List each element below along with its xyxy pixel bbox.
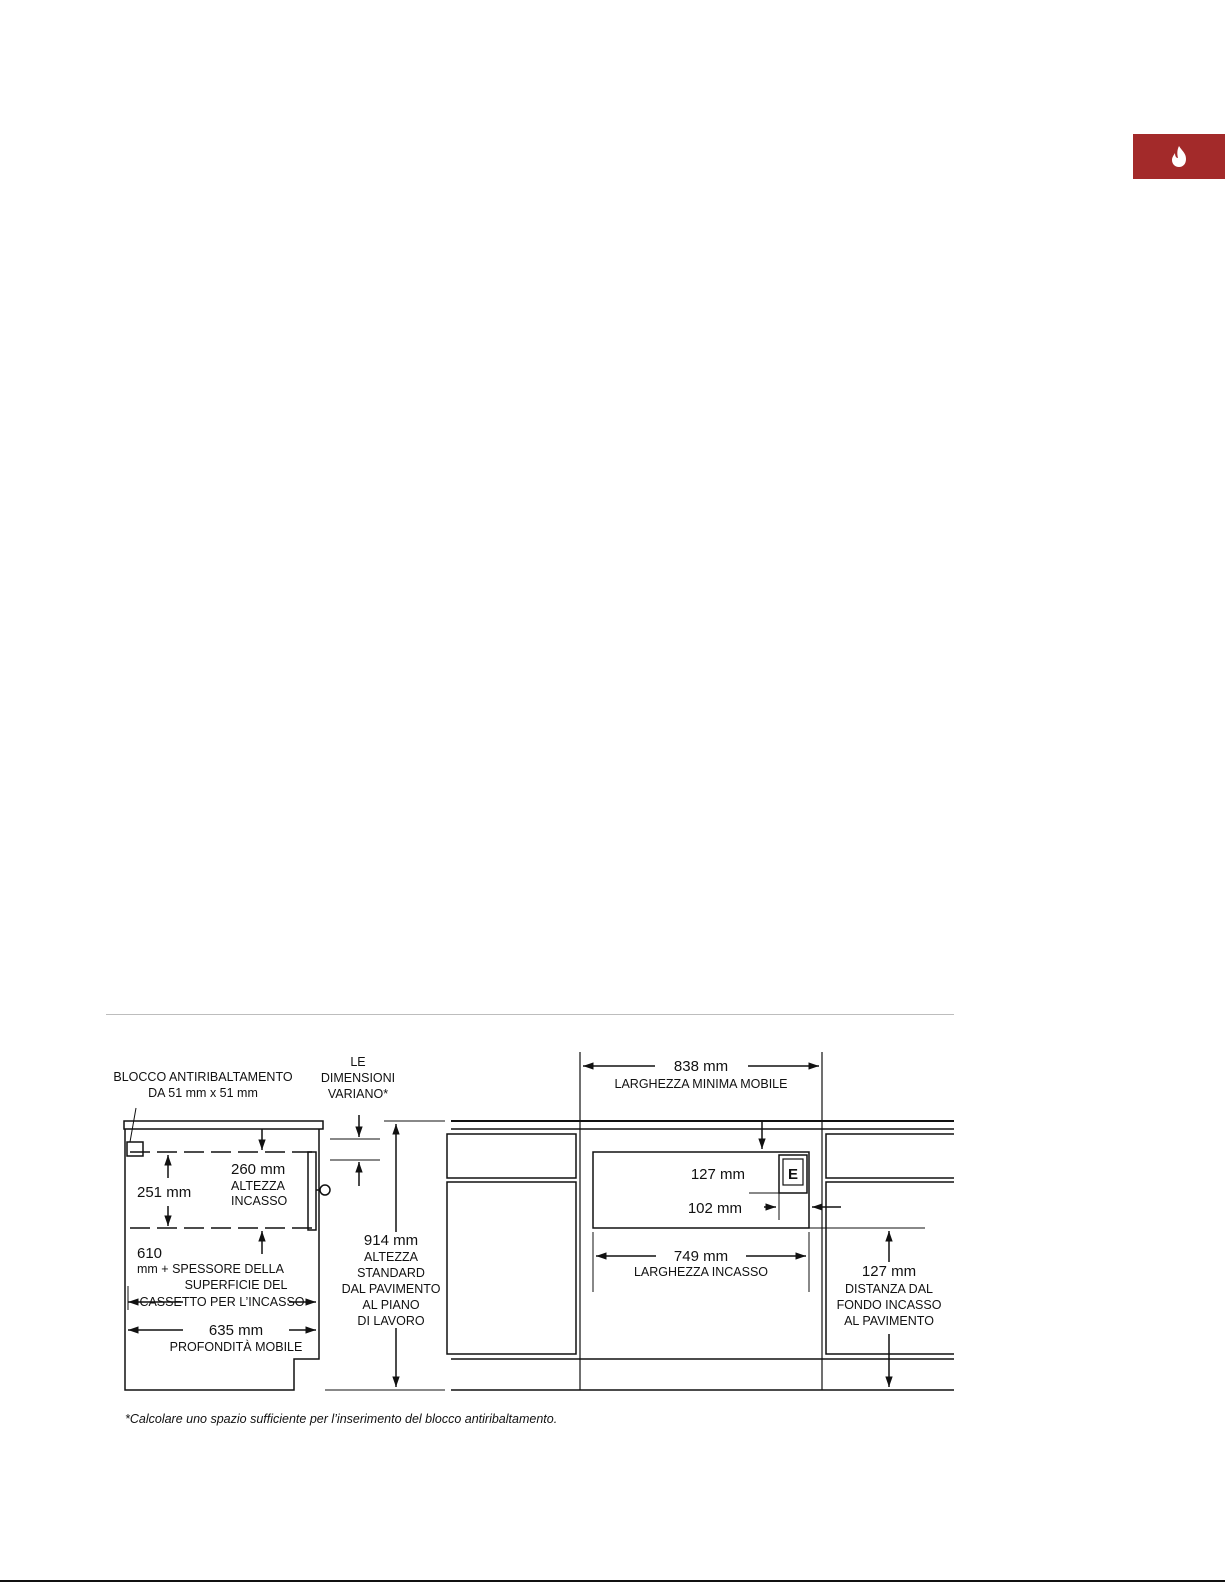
standard-height-label-3: DAL PAVIMENTO [341,1282,441,1296]
standard-height-label-4: AL PIANO [362,1298,420,1312]
standard-height-label-5: DI LAVORO [357,1314,425,1328]
anti-tip-label-2: DA 51 mm x 51 mm [148,1086,258,1100]
floor-distance-label-2: FONDO INCASSO [836,1298,942,1312]
footnote: *Calcolare uno spazio sufficiente per l’inserimento del blocco antiribaltamento. [125,1412,558,1426]
floor-distance-label-1: DISTANZA DAL [845,1282,933,1296]
cabinet-depth-value: 635 mm [208,1322,264,1339]
cutout-height-label-2: INCASSO [231,1194,288,1208]
drawer-depth-line2: mm + SPESSORE DELLA [137,1262,284,1276]
min-width-label: LARGHEZZA MINIMA MOBILE [614,1077,788,1091]
page-bottom-rule [0,1580,1225,1582]
side-gap-value: 102 mm [687,1200,742,1217]
standard-height-value: 914 mm [363,1232,419,1249]
floor-distance-label-3: AL PAVIMENTO [844,1314,934,1328]
standard-height-label-1: ALTEZZA [364,1250,418,1264]
drawer-depth-value: 610 [137,1245,163,1262]
drawer-depth-label-1: SUPERFICIE DEL [184,1278,288,1292]
cutout-width-label: LARGHEZZA INCASSO [633,1265,769,1279]
top-gap-value: 127 mm [690,1166,745,1183]
cabinet-depth-label: PROFONDITÀ MOBILE [169,1340,303,1354]
cutout-height-value: 260 mm [231,1161,286,1178]
countertop-side [124,1121,323,1129]
cutout-width-value: 749 mm [673,1248,729,1265]
left-lower-door [447,1182,576,1354]
anti-tip-block [127,1142,143,1156]
floor-distance-value: 127 mm [861,1263,917,1280]
right-upper-drawer [826,1134,954,1178]
drawer-front [308,1152,316,1230]
min-width-value: 838 mm [673,1058,729,1075]
drawer-handle [320,1185,330,1195]
cutout-height-label-1: ALTEZZA [231,1179,285,1193]
vary-note-1: LE [350,1055,366,1069]
anti-tip-label-1: BLOCCO ANTIRIBALTAMENTO [113,1070,293,1084]
electrical-label: E [787,1166,799,1183]
standard-height-label-2: STANDARD [357,1266,425,1280]
vary-note-2: DIMENSIONI [320,1071,396,1085]
left-upper-drawer [447,1134,576,1178]
vary-note-3: VARIANO* [327,1087,389,1101]
inner-height-value: 251 mm [137,1184,192,1201]
drawer-depth-label-2: CASSETTO PER L’INCASSO [139,1295,305,1309]
